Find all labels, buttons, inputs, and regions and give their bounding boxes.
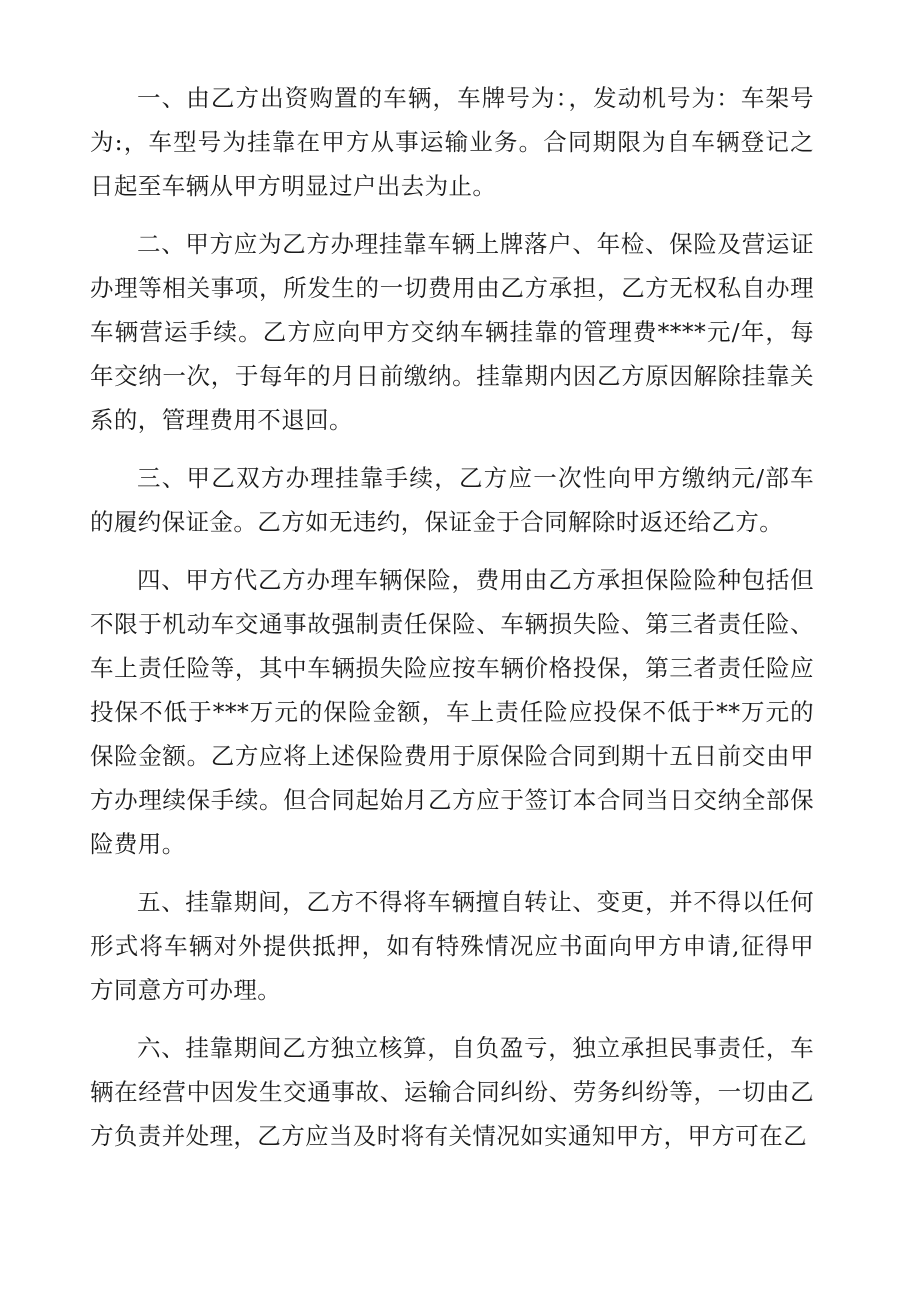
clause-2-paragraph: 二、甲方应为乙方办理挂靠车辆上牌落户、年检、保险及营运证办理等相关事项，所发生的一切费用由乙方承担，乙方无权私自办理车辆营运手续。乙方应向甲方交纳车辆挂靠的管理费****元/年，每年交纳一次，于每年的月日前缴纳。挂靠期内因乙方原因解除挂靠关系的，管理费用不退回。 [90,230,814,434]
clause-1-paragraph: 一、由乙方出资购置的车辆，车牌号为：，发动机号为：车架号为:，车型号为挂靠在甲方从事运输业务。合同期限为自车辆登记之日起至车辆从甲方明显过户出去为止。 [90,84,814,200]
clause-6-paragraph: 六、挂靠期间乙方独立核算，自负盈亏，独立承担民事责任，车辆在经营中因发生交通事故、运输合同纠纷、劳务纠纷等，一切由乙方负责并处理，乙方应当及时将有关情况如实通知甲方，甲方可在乙 [90,1034,814,1150]
clause-4-paragraph: 四、甲方代乙方办理车辆保险，费用由乙方承担保险险种包括但不限于机动车交通事故强制责任保险、车辆损失险、第三者责任险、车上责任险等，其中车辆损失险应按车辆价格投保，第三者责任险应投保不低于***万元的保险金额，车上责任险应投保不低于**万元的保险金额。乙方应将上述保险费用于原保险合同到期十五日前交由甲方办理续保手续。但合同起始月乙方应于签订本合同当日交纳全部保险费用。 [90,566,814,858]
document-body [90,76,814,1172]
clause-3-paragraph: 三、甲乙双方办理挂靠手续，乙方应一次性向甲方缴纳元/部车的履约保证金。乙方如无违约，保证金于合同解除时返还给乙方。 [90,464,814,536]
clause-5-paragraph: 五、挂靠期间，乙方不得将车辆擅自转让、变更，并不得以任何形式将车辆对外提供抵押，如有特殊情况应书面向甲方申请,征得甲方同意方可办理。 [90,888,814,1004]
